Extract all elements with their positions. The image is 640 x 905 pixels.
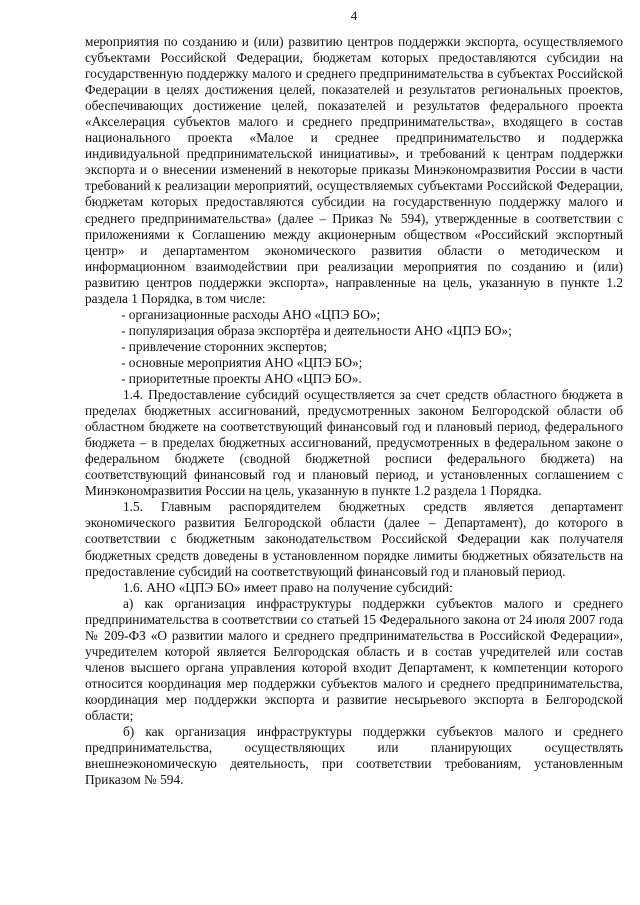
- paragraph-1-6-b: б) как организация инфраструктуры поддержки субъектов малого и среднего предпринимательства, осуществляющих или планирующих осуществлять внешнеэкономическую деятельность, при соответствии требованиям, установленным Приказом № 594.: [85, 724, 623, 788]
- document-page: [85, 8, 623, 898]
- paragraph-1-4: 1.4. Предоставление субсидий осуществляется за счет средств областного бюджета в пределах бюджетных ассигнований, предусмотренных законом Белгородской области об областном бюджете на соответствующий финансовый год и плановый период, федерального бюджета – в пределах бюджетных ассигнований, предусмотренных в федеральном законе о федеральном бюджете (сводной бюджетной росписи федерального бюджета) на соответствующий финансовый год и плановый период, и установленных соглашением с Минэкономразвития России на цель, указанную в пункте 1.2 раздела 1 Порядка.: [85, 387, 623, 499]
- paragraph-1-5: 1.5. Главным распорядителем бюджетных средств является департамент экономического развития Белгородской области (далее – Департамент), до которого в соответствии с бюджетным законодательством Российской Федерации как получателя бюджетных средств доведены в установленном порядке лимиты бюджетных обязательств на предоставление субсидий на соответствующий финансовый год и плановый период.: [85, 499, 623, 579]
- list-item: - приоритетные проекты АНО «ЦПЭ БО».: [121, 370, 362, 386]
- paragraph-1-6: 1.6. АНО «ЦПЭ БО» имеет право на получение субсидий:: [123, 579, 453, 595]
- paragraph-1-6-a: а) как организация инфраструктуры поддержки субъектов малого и среднего предпринимательства в соответствии со статьей 15 Федерального закона от 24 июля 2007 года № 209-ФЗ «О развитии малого и среднего предпринимательства в Российской Федерации», учредителем которой является Белгородская область и в состав учредителей или состав членов высшего органа управления которой входит Департамент, к компетенции которого относится координация мер поддержки субъектов малого и среднего предпринимательства, координация мер поддержки экспорта и развитие несырьевого экспорта в Белгородской области;: [85, 595, 623, 723]
- paragraph-continuation: мероприятия по созданию и (или) развитию центров поддержки экспорта, осуществляемого субъектами Российской Федерации, бюджетам которых предоставляются субсидии на государственную поддержку малого и среднего предпринимательства в субъектах Российской Федерации в целях достижения целей, показателей и результатов региональных проектов, обеспечивающих достижение целей, показателей и результатов федерального проекта «Акселерация субъектов малого и среднего предпринимательства», входящего в состав национального проекта «Малое и среднее предпринимательство и поддержка индивидуальной предпринимательской инициативы», и требований к центрам поддержки экспорта и о внесении изменений в некоторые приказы Минэкономразвития России в части требований к реализации мероприятий, осуществляемых субъектами Российской Федерации, бюджетам которых предоставляются субсидии на государственную поддержку малого и среднего предпринимательства» (далее – Приказ № 594), утвержденные в соответствии с приложениями к Соглашению между акционерным обществом «Российский экспортный центр» и департаментом экономического развития области о методическом и информационном взаимодействии при реализации мероприятия по созданию и (или) развитию центров поддержки экспорта», направленные на цель, указанную в пункте 1.2 раздела 1 Порядка, в том числе:: [85, 34, 623, 306]
- list-item: - популяризация образа экспортёра и деятельности АНО «ЦПЭ БО»;: [121, 322, 512, 338]
- list-item: - организационные расходы АНО «ЦПЭ БО»;: [121, 306, 381, 322]
- page-number: 4: [350, 8, 358, 23]
- list-item: - привлечение сторонних экспертов;: [121, 338, 328, 354]
- document-body: [85, 34, 623, 788]
- expense-list: [85, 307, 623, 387]
- list-item: - основные мероприятия АНО «ЦПЭ БО»;: [121, 354, 363, 370]
